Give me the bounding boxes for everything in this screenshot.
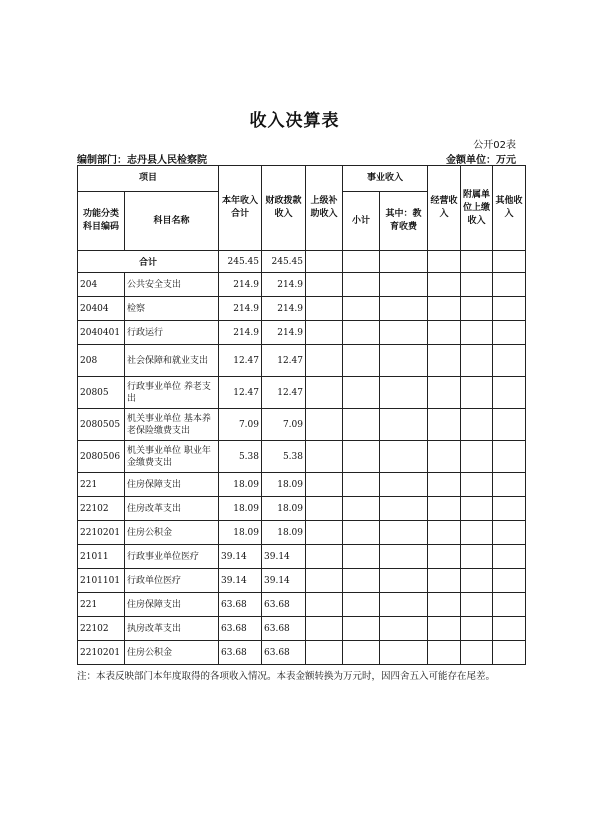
- row-code: 20404: [78, 297, 125, 321]
- row-name: 行政事业单位医疗: [125, 545, 219, 569]
- row-total: 214.9: [219, 297, 262, 321]
- footnote: 注：本表反映部门本年度取得的各项收入情况。本表金额转换为万元时，因四舍五入可能存在尾差。: [77, 671, 496, 682]
- table-row: [78, 345, 526, 377]
- row-name: 执房改革支出: [125, 617, 219, 641]
- total-label: 合计: [78, 251, 219, 273]
- row-fiscal: 39.14: [262, 545, 306, 569]
- row-code: 22102: [78, 497, 125, 521]
- row-fiscal: 214.9: [262, 297, 306, 321]
- row-total: 18.09: [219, 521, 262, 545]
- row-total: 18.09: [219, 473, 262, 497]
- row-name: 住房改革支出: [125, 497, 219, 521]
- row-code: 20805: [78, 377, 125, 409]
- row-name: 行政单位医疗: [125, 569, 219, 593]
- header-project: 项目: [78, 166, 219, 192]
- table-row: [78, 273, 526, 297]
- row-total: 39.14: [219, 545, 262, 569]
- row-fiscal: 18.09: [262, 521, 306, 545]
- row-fiscal: 12.47: [262, 377, 306, 409]
- row-total: 12.47: [219, 345, 262, 377]
- row-total: 63.68: [219, 617, 262, 641]
- row-code: 208: [78, 345, 125, 377]
- row-fiscal: 63.68: [262, 641, 306, 665]
- table-row: [78, 409, 526, 441]
- table-row: [78, 497, 526, 521]
- unit-label: 金额单位：万元: [446, 155, 516, 166]
- header-func-code: 功能分类科目编码: [78, 192, 125, 251]
- table-row: [78, 641, 526, 665]
- header-fiscal: 财政拨款收入: [262, 166, 306, 251]
- header-business: 事业收入: [343, 166, 428, 192]
- header-subject-name: 科目名称: [125, 192, 219, 251]
- row-name: 社会保障和就业支出: [125, 345, 219, 377]
- row-total: 63.68: [219, 593, 262, 617]
- table-row: [78, 569, 526, 593]
- row-code: 22102: [78, 617, 125, 641]
- department-label: 编制部门：志丹县人民检察院: [77, 155, 207, 166]
- row-name: 行政运行: [125, 321, 219, 345]
- header-education: 其中：教育收费: [380, 192, 428, 251]
- row-code: 2210201: [78, 641, 125, 665]
- row-name: 住房保障支出: [125, 473, 219, 497]
- row-fiscal: 214.9: [262, 273, 306, 297]
- row-fiscal: 18.09: [262, 473, 306, 497]
- page-title: 收入决算表: [249, 111, 340, 131]
- row-fiscal: 214.9: [262, 321, 306, 345]
- row-name: 住房公积金: [125, 641, 219, 665]
- table-row: [78, 321, 526, 345]
- row-total: 18.09: [219, 497, 262, 521]
- row-code: 2080506: [78, 441, 125, 473]
- row-code: 221: [78, 593, 125, 617]
- row-fiscal: 39.14: [262, 569, 306, 593]
- income-table: [77, 165, 526, 665]
- table-row: [78, 617, 526, 641]
- row-total: 12.47: [219, 377, 262, 409]
- total-income-value: 245.45: [219, 251, 262, 273]
- row-name: 行政事业单位 养老支出: [125, 377, 219, 409]
- row-name: 住房公积金: [125, 521, 219, 545]
- row-total: 39.14: [219, 569, 262, 593]
- row-name: 机关事业单位 职业年金缴费支出: [125, 441, 219, 473]
- table-row: [78, 297, 526, 321]
- header-superior: 上级补助收入: [306, 166, 343, 251]
- row-fiscal: 12.47: [262, 345, 306, 377]
- row-name: 检察: [125, 297, 219, 321]
- header-affiliated: 附属单位上缴收入: [461, 166, 493, 251]
- form-code: 公开02表: [473, 140, 516, 151]
- row-name: 住房保障支出: [125, 593, 219, 617]
- row-fiscal: 7.09: [262, 409, 306, 441]
- row-code: 2040401: [78, 321, 125, 345]
- header-other: 其他收入: [493, 166, 526, 251]
- row-code: 2080505: [78, 409, 125, 441]
- table-row: [78, 377, 526, 409]
- total-fiscal-value: 245.45: [262, 251, 306, 273]
- table-row: [78, 441, 526, 473]
- row-fiscal: 63.68: [262, 593, 306, 617]
- header-total-income: 本年收入合计: [219, 166, 262, 251]
- table-row: [78, 521, 526, 545]
- row-name: 公共安全支出: [125, 273, 219, 297]
- total-row: [78, 251, 526, 273]
- row-fiscal: 5.38: [262, 441, 306, 473]
- row-code: 21011: [78, 545, 125, 569]
- row-total: 5.38: [219, 441, 262, 473]
- header-subtotal: 小计: [343, 192, 380, 251]
- row-total: 63.68: [219, 641, 262, 665]
- row-code: 204: [78, 273, 125, 297]
- row-code: 221: [78, 473, 125, 497]
- header-operating: 经营收入: [428, 166, 461, 251]
- row-code: 2101101: [78, 569, 125, 593]
- table-row: [78, 593, 526, 617]
- table-row: [78, 545, 526, 569]
- row-name: 机关事业单位 基本养老保险缴费支出: [125, 409, 219, 441]
- table-row: [78, 473, 526, 497]
- row-total: 214.9: [219, 321, 262, 345]
- row-total: 7.09: [219, 409, 262, 441]
- row-fiscal: 18.09: [262, 497, 306, 521]
- row-code: 2210201: [78, 521, 125, 545]
- row-fiscal: 63.68: [262, 617, 306, 641]
- row-total: 214.9: [219, 273, 262, 297]
